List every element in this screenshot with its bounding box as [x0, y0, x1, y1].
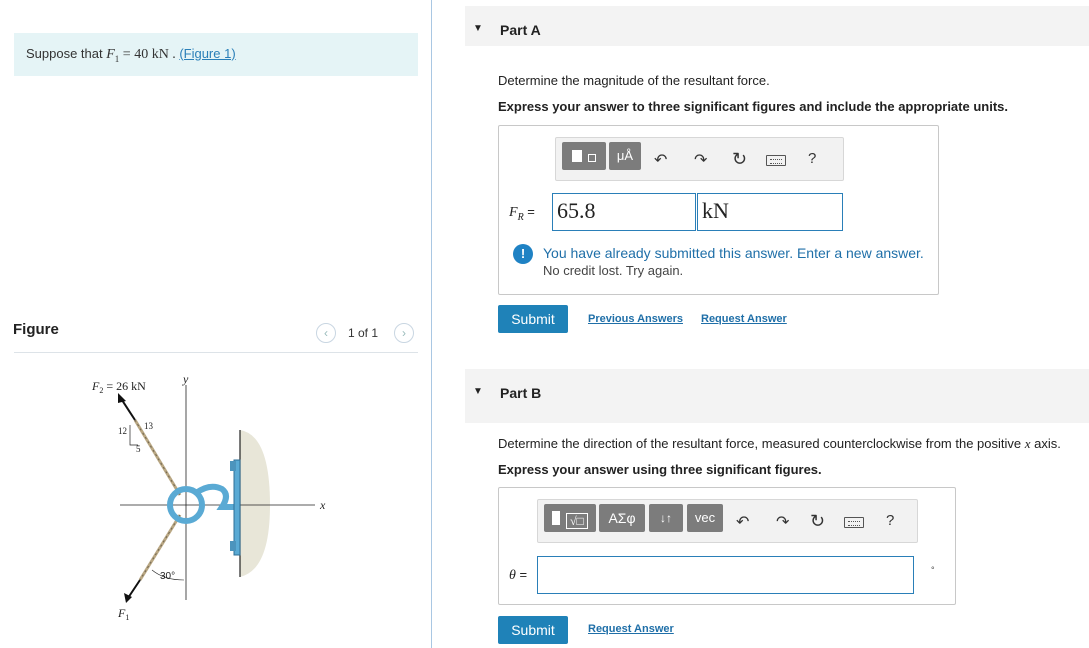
cable-f2 — [135, 420, 180, 495]
f2-arrowhead — [118, 393, 126, 403]
wall — [240, 430, 270, 577]
reset-icon[interactable]: ↻ — [732, 149, 748, 169]
angle-label: 30° — [160, 571, 176, 582]
direction-input[interactable] — [537, 556, 914, 594]
redo-icon[interactable]: ↷ — [776, 514, 790, 531]
collapse-part-b-icon[interactable]: ▼ — [473, 386, 483, 397]
slope-13-label: 13 — [144, 421, 153, 431]
part-a-header[interactable] — [465, 6, 1089, 46]
keyboard-icon[interactable] — [844, 517, 864, 528]
sqrt-template-button[interactable]: √□ — [544, 504, 596, 532]
figure-divider — [14, 352, 418, 353]
collapse-part-a-icon[interactable]: ▼ — [473, 23, 483, 34]
hook-plate — [234, 460, 240, 555]
bolt-top — [230, 461, 236, 471]
part-a-hint: Express your answer to three significant figures and include the appropriate units. — [498, 99, 1008, 114]
part-a-question: Determine the magnitude of the resultant force. — [498, 73, 770, 88]
part-b-submit-button[interactable]: Submit — [498, 616, 568, 644]
part-b-header[interactable] — [465, 369, 1089, 423]
help-button[interactable]: ? — [886, 512, 895, 529]
part-b-request-answer-link[interactable]: Request Answer — [588, 623, 674, 635]
force-var: $F_1$ — [106, 47, 120, 64]
greek-button[interactable]: ΑΣφ — [599, 504, 645, 532]
part-b-answer-box — [498, 487, 956, 605]
fr-label: $F_R$ = — [509, 204, 535, 223]
slope-12-label: 12 — [118, 426, 127, 436]
part-b-toolbar — [537, 499, 918, 543]
keyboard-icon[interactable] — [766, 155, 786, 166]
part-b-question: Determine the direction of the resultant force, measured counterclockwise from the positive x axis. — [498, 436, 1061, 451]
previous-answers-link[interactable]: Previous Answers — [588, 313, 683, 325]
redo-icon[interactable]: ↷ — [694, 152, 708, 169]
warning-subtext: No credit lost. Try again. — [543, 263, 684, 278]
f1-label: $F_1$ — [118, 606, 130, 622]
problem-prefix: Suppose that — [26, 46, 107, 61]
left-pane — [0, 0, 432, 648]
templates-button[interactable] — [562, 142, 606, 170]
theta-label: θ = — [509, 567, 528, 583]
units-input[interactable]: kN — [697, 193, 843, 231]
vec-button[interactable]: vec — [687, 504, 723, 532]
part-b-title: Part B — [500, 385, 542, 401]
warning-message: You have already submitted this answer. Enter a new answer. — [543, 245, 924, 261]
force-diagram — [80, 365, 340, 625]
force-value: = 40 kN . — [119, 47, 180, 62]
degree-unit: ° — [931, 565, 935, 575]
sqrt-template-icon — [552, 511, 560, 525]
undo-icon[interactable]: ↶ — [654, 152, 668, 169]
part-a-submit-button[interactable]: Submit — [498, 305, 568, 333]
part-b-hint: Express your answer using three significant figures. — [498, 462, 822, 477]
arrows-button[interactable]: ↓↑ — [649, 504, 683, 532]
slope-5-label: 5 — [136, 444, 141, 454]
next-figure-button[interactable]: › — [394, 323, 414, 343]
problem-statement — [14, 33, 418, 76]
help-button[interactable]: ? — [808, 150, 817, 167]
slope-triangle — [130, 425, 138, 445]
magnitude-input[interactable]: 65.8 — [552, 193, 696, 231]
figure-page-count: 1 of 1 — [348, 326, 379, 340]
figure-link[interactable]: (Figure 1) — [179, 46, 236, 61]
figure-title: Figure — [13, 321, 59, 338]
units-button[interactable]: μÅ — [609, 142, 641, 170]
f2-label: $F_2 = 26$ kN — [92, 379, 146, 395]
bolt-bottom — [230, 541, 236, 551]
part-a-request-answer-link[interactable]: Request Answer — [701, 313, 787, 325]
x-axis-label: x — [320, 498, 326, 512]
undo-icon[interactable]: ↶ — [736, 514, 750, 531]
part-a-toolbar — [555, 137, 844, 181]
y-axis-label: y — [183, 372, 189, 386]
figure-pager — [316, 323, 420, 345]
warning-icon: ! — [513, 244, 533, 264]
templates-icon — [572, 150, 582, 162]
part-a-title: Part A — [500, 22, 541, 38]
prev-figure-button[interactable]: ‹ — [316, 323, 336, 343]
reset-icon[interactable]: ↻ — [810, 511, 826, 531]
f1-arrow-line — [128, 580, 140, 598]
